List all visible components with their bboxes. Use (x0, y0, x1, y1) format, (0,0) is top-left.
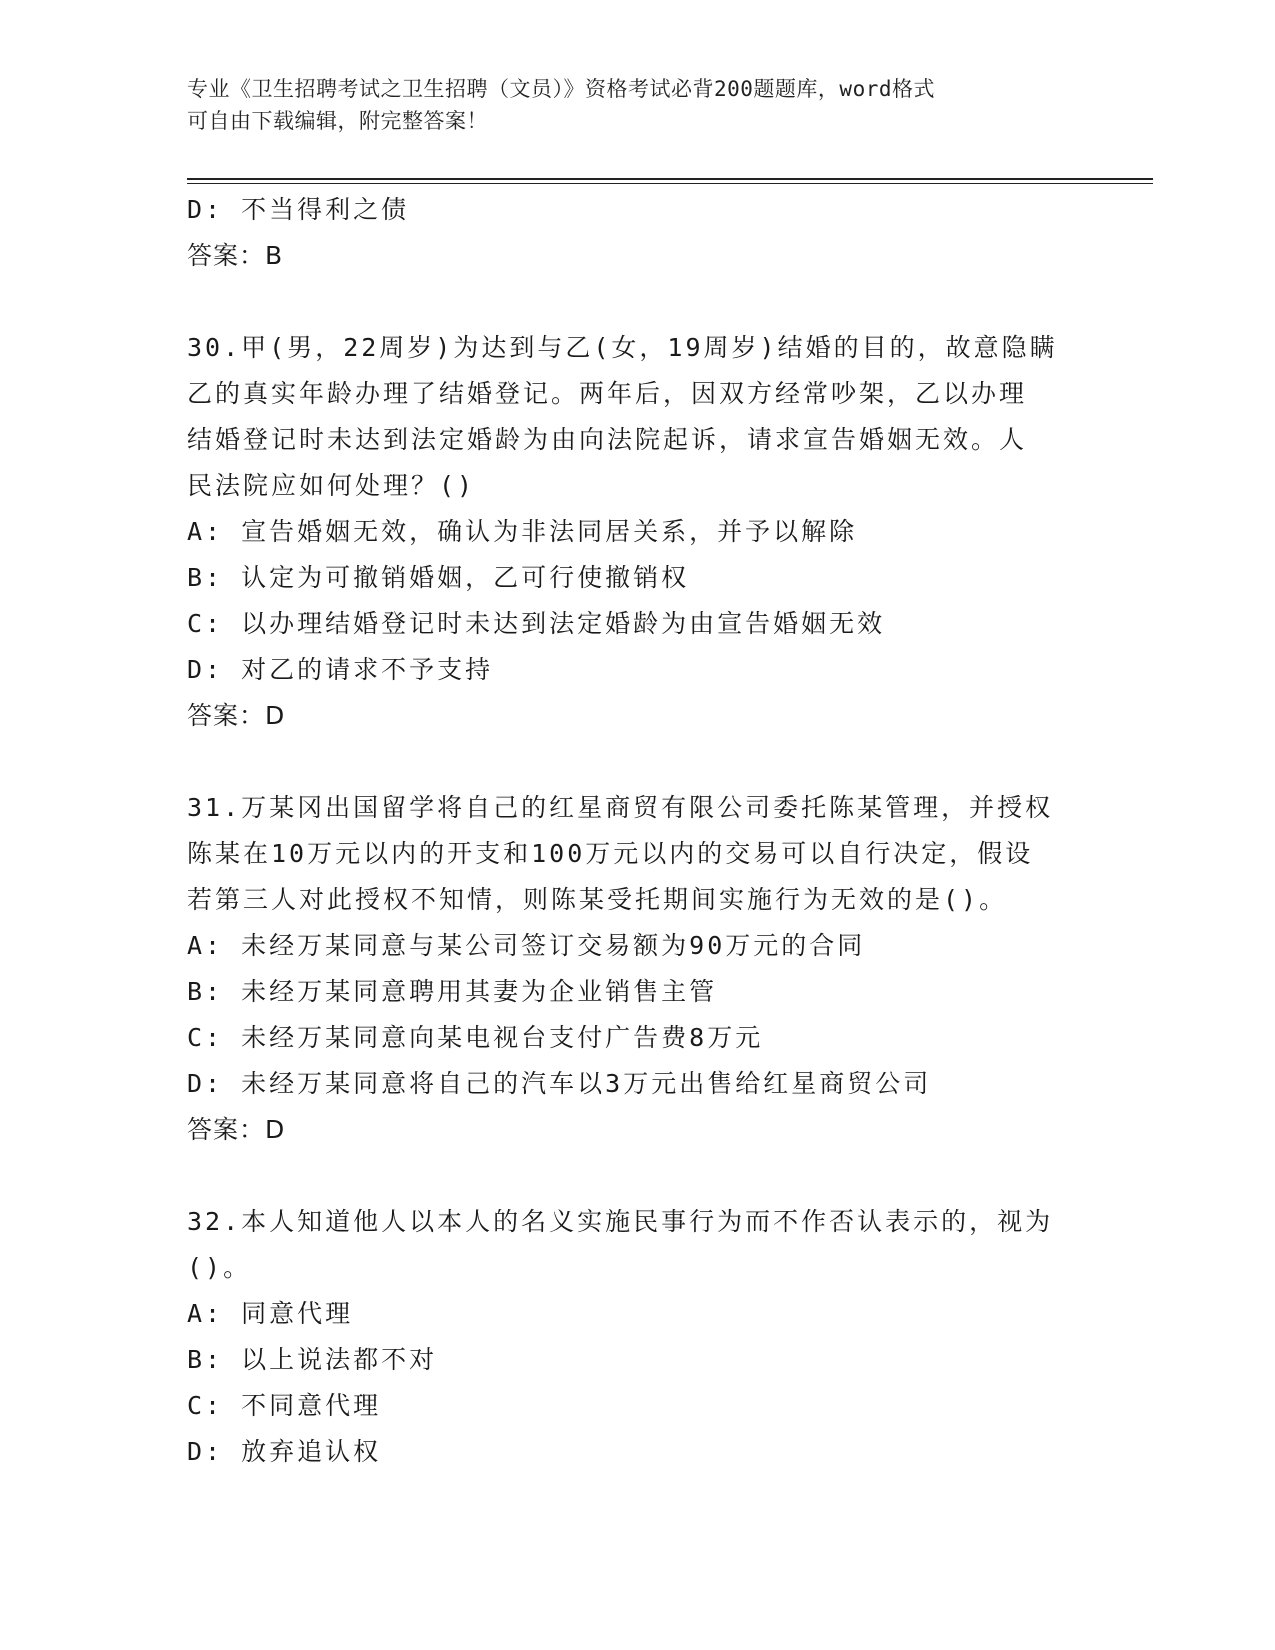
header-rule-thin (187, 183, 1153, 184)
option-a: A: 未经万某同意与某公司签订交易额为90万元的合同 (187, 931, 866, 960)
question-text-line: 若第三人对此授权不知情，则陈某受托期间实施行为无效的是()。 (187, 885, 1008, 914)
prev-question-answer: 答案：B (187, 241, 284, 270)
option-c: C: 未经万某同意向某电视台支付广告费8万元 (187, 1023, 764, 1052)
option-a: A: 宣告婚姻无效，确认为非法同居关系，并予以解除 (187, 517, 858, 546)
option-c: C: 不同意代理 (187, 1391, 382, 1420)
option-b: B: 以上说法都不对 (187, 1345, 438, 1374)
option-b: B: 未经万某同意聘用其妻为企业销售主管 (187, 977, 718, 1006)
question-30 (187, 325, 1087, 739)
question-text-line: 结婚登记时未达到法定婚龄为由向法院起诉，请求宣告婚姻无效。人 (187, 425, 1028, 454)
question-text-line: 30.甲(男，22周岁)为达到与乙(女，19周岁)结婚的目的，故意隐瞒 (187, 333, 1058, 362)
header-title-line-2: 可自由下载编辑，附完整答案！ (187, 109, 488, 133)
question-text-line: 陈某在10万元以内的开支和100万元以内的交易可以自行决定，假设 (187, 839, 1034, 868)
question-text-line: 31.万某冈出国留学将自己的红星商贸有限公司委托陈某管理，并授权 (187, 793, 1054, 822)
option-d: D: 对乙的请求不予支持 (187, 655, 494, 684)
question-text-line: ()。 (187, 1253, 252, 1282)
option-d: D: 未经万某同意将自己的汽车以3万元出售给红星商贸公司 (187, 1069, 932, 1098)
question-content (187, 187, 1087, 1475)
page-header (187, 73, 1067, 137)
question-32 (187, 1199, 1087, 1475)
option-d: D: 放弃追认权 (187, 1437, 382, 1466)
option-a: A: 同意代理 (187, 1299, 354, 1328)
question-31 (187, 785, 1087, 1153)
header-rule-thick (187, 178, 1153, 180)
answer: 答案：D (187, 701, 286, 730)
option-b: B: 认定为可撤销婚姻，乙可行使撤销权 (187, 563, 690, 592)
option-c: C: 以办理结婚登记时未达到法定婚龄为由宣告婚姻无效 (187, 609, 886, 638)
answer: 答案：D (187, 1115, 286, 1144)
prev-question-option-d: D: 不当得利之债 (187, 195, 410, 224)
question-text-line: 乙的真实年龄办理了结婚登记。两年后，因双方经常吵架，乙以办理 (187, 379, 1028, 408)
question-text-line: 民法院应如何处理？() (187, 471, 476, 500)
header-title-line-1: 专业《卫生招聘考试之卫生招聘（文员）》资格考试必背200题题库，word格式 (187, 77, 935, 101)
question-text-line: 32.本人知道他人以本人的名义实施民事行为而不作否认表示的，视为 (187, 1207, 1054, 1236)
